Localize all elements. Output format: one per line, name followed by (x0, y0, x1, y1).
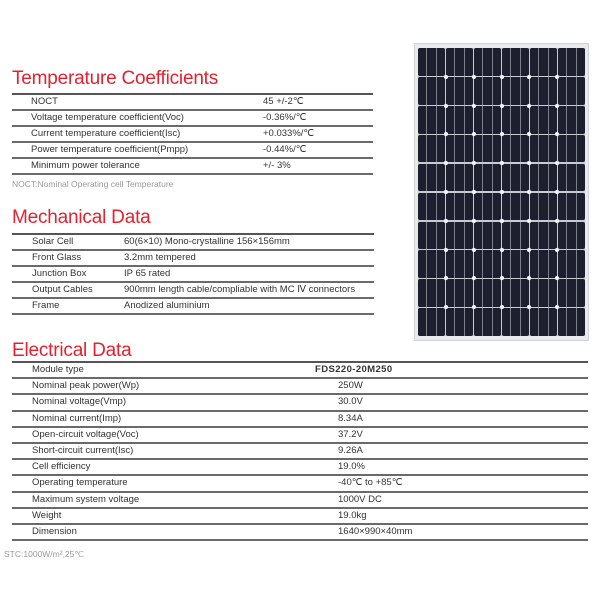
solar-cell (530, 222, 557, 250)
row-label: Open-circuit voltage(Voc) (32, 428, 139, 440)
cell-corner-dot (500, 75, 504, 79)
row-label: Junction Box (32, 268, 87, 279)
solar-cell (418, 48, 445, 76)
row-label: Power temperature coefficient(Pmpp) (31, 144, 189, 155)
solar-cell (418, 250, 445, 278)
solar-cell (530, 48, 557, 76)
cell-corner-dot (444, 104, 448, 108)
table-row (12, 95, 373, 111)
solar-cell (446, 250, 473, 278)
cell-corner-dot (500, 219, 504, 223)
solar-cell (530, 279, 557, 307)
table-row (12, 525, 588, 541)
cell-corner-dot (472, 104, 476, 108)
row-label: Current temperature coefficient(Isc) (31, 128, 181, 139)
solar-cell (502, 135, 529, 163)
cell-corner-dot (527, 248, 531, 252)
solar-cell (558, 77, 585, 105)
solar-cell (530, 193, 557, 221)
solar-cell (502, 164, 529, 192)
solar-cell (418, 106, 445, 134)
module-type-value: FDS220-20M250 (315, 364, 393, 375)
solar-cell (530, 164, 557, 192)
row-label: Weight (32, 509, 62, 521)
solar-cell (502, 77, 529, 105)
cell-corner-dot (500, 190, 504, 194)
cell-corner-dot (472, 248, 476, 252)
row-label: Front Glass (32, 252, 82, 263)
row-label: Minimum power tolerance (31, 160, 140, 171)
solar-cell (558, 222, 585, 250)
table-row (12, 111, 373, 127)
table-row (12, 412, 588, 428)
solar-cell (530, 250, 557, 278)
row-value: 60(6×10) Mono-crystalline 156×156mm (124, 236, 290, 247)
table-row (12, 493, 588, 509)
row-label: NOCT (31, 96, 58, 107)
row-label: Solar Cell (32, 236, 74, 247)
solar-cell (446, 308, 473, 336)
solar-cell (558, 308, 585, 336)
cell-corner-dot (444, 161, 448, 165)
solar-cell (446, 164, 473, 192)
row-value: 19.0% (338, 461, 365, 473)
row-value: IP 65 rated (124, 268, 171, 279)
solar-cell (502, 48, 529, 76)
row-value: 3.2mm tempered (124, 252, 196, 263)
row-value: 900mm length cable/compliable with MC Ⅳ connectors (124, 284, 356, 295)
table-row (12, 460, 588, 476)
row-value: 45 +/-2℃ (263, 96, 304, 107)
cell-corner-dot (527, 104, 531, 108)
cell-corner-dot (444, 75, 448, 79)
row-value: Anodized aluminium (124, 300, 210, 311)
solar-cell (446, 193, 473, 221)
solar-cell (474, 250, 501, 278)
solar-cell (446, 48, 473, 76)
cell-corner-dot (472, 190, 476, 194)
row-label: Operating temperature (32, 477, 128, 489)
row-value: -0.36%/℃ (263, 112, 307, 123)
row-label: Output Cables (32, 284, 93, 295)
solar-cell (502, 250, 529, 278)
row-label: Voltage temperature coefficient(Voc) (31, 112, 184, 123)
mechanical-data-heading: Mechanical Data (12, 207, 151, 228)
solar-cell (474, 222, 501, 250)
solar-cell (418, 135, 445, 163)
solar-cell (530, 77, 557, 105)
cell-corner-dot (444, 190, 448, 194)
row-value: 1000V DC (338, 493, 382, 505)
cell-corner-dot (444, 219, 448, 223)
row-value: +/- 3% (263, 160, 291, 171)
row-label: Nominal current(Imp) (32, 412, 122, 424)
row-label: Maximum system voltage (32, 493, 140, 505)
solar-cell (418, 193, 445, 221)
row-value: -40℃ to +85℃ (338, 477, 403, 489)
cell-corner-dot (500, 104, 504, 108)
table-row (12, 379, 588, 395)
table-row (12, 395, 588, 411)
solar-cell (446, 135, 473, 163)
cell-corner-dot (472, 219, 476, 223)
solar-cell (474, 193, 501, 221)
table-row (12, 127, 373, 143)
solar-cell (446, 222, 473, 250)
electrical-data-heading: Electrical Data (12, 340, 132, 361)
solar-cell (558, 193, 585, 221)
cell-corner-dot (444, 305, 448, 309)
row-label: Short-circuit current(Isc) (32, 444, 134, 456)
solar-cell (418, 308, 445, 336)
cell-corner-dot (500, 248, 504, 252)
stc-footnote: STC:1000W/m²,25℃ (4, 549, 84, 559)
row-value: 19.0kg (338, 509, 367, 521)
solar-cell (418, 77, 445, 105)
cell-corner-dot (472, 161, 476, 165)
cell-corner-dot (500, 305, 504, 309)
solar-cell (558, 250, 585, 278)
solar-cell (558, 135, 585, 163)
electrical-data-table (12, 361, 588, 541)
solar-cell (474, 135, 501, 163)
solar-cell (530, 308, 557, 336)
row-label: Nominal peak power(Wp) (32, 380, 140, 392)
cell-corner-dot (472, 75, 476, 79)
solar-cell (502, 193, 529, 221)
solar-cell (474, 77, 501, 105)
solar-cell (418, 279, 445, 307)
solar-cell (474, 164, 501, 192)
solar-cell (474, 106, 501, 134)
row-label: Frame (32, 300, 60, 311)
temperature-coefficients-table (12, 93, 373, 175)
cell-corner-dot (500, 161, 504, 165)
row-value: 250W (338, 380, 363, 392)
cell-corner-dot (472, 305, 476, 309)
table-row (12, 363, 588, 379)
cell-corner-dot (555, 219, 559, 223)
row-label: Dimension (32, 525, 77, 537)
temperature-coefficients-heading: Temperature Coefficients (12, 68, 219, 89)
table-row (12, 428, 588, 444)
row-value: 37.2V (338, 428, 363, 440)
solar-cell (502, 279, 529, 307)
solar-cell (474, 48, 501, 76)
solar-cell (530, 135, 557, 163)
row-label: Nominal voltage(Vmp) (32, 396, 126, 408)
row-value: 9.26A (338, 444, 363, 456)
cell-corner-dot (555, 75, 559, 79)
table-row (12, 283, 374, 299)
table-row (12, 299, 374, 315)
solar-cell (502, 106, 529, 134)
row-value: +0.033%/℃ (263, 128, 315, 139)
table-row (12, 159, 373, 175)
solar-cell (474, 308, 501, 336)
table-row (12, 476, 588, 492)
solar-cell (530, 106, 557, 134)
solar-cell (474, 279, 501, 307)
row-label: Cell efficiency (32, 461, 91, 473)
row-value: -0.44%/℃ (263, 144, 307, 155)
row-value: 8.34A (338, 412, 363, 424)
solar-cell (446, 77, 473, 105)
cell-corner-dot (555, 104, 559, 108)
solar-cell (558, 48, 585, 76)
solar-cell (558, 164, 585, 192)
table-row (12, 509, 588, 525)
cell-corner-dot (500, 276, 504, 280)
cell-corner-dot (444, 248, 448, 252)
cell-corner-dot (500, 132, 504, 136)
solar-cell (502, 222, 529, 250)
noct-footnote: NOCT:Nominal Operating cell Temperature (12, 179, 174, 189)
table-row (12, 143, 373, 159)
solar-cell (502, 308, 529, 336)
table-row (12, 444, 588, 460)
mechanical-data-table (12, 233, 374, 315)
table-row (12, 267, 374, 283)
solar-cell (446, 106, 473, 134)
row-label: Module type (32, 364, 84, 375)
solar-cell (418, 222, 445, 250)
solar-cell (558, 106, 585, 134)
table-row (12, 235, 374, 251)
solar-cell (558, 279, 585, 307)
row-value: 30.0V (338, 396, 363, 408)
cell-corner-dot (555, 248, 559, 252)
solar-panel-image (414, 43, 589, 341)
table-row (12, 251, 374, 267)
solar-cell (446, 279, 473, 307)
row-value: 1640×990×40mm (338, 525, 413, 537)
solar-cell (418, 164, 445, 192)
